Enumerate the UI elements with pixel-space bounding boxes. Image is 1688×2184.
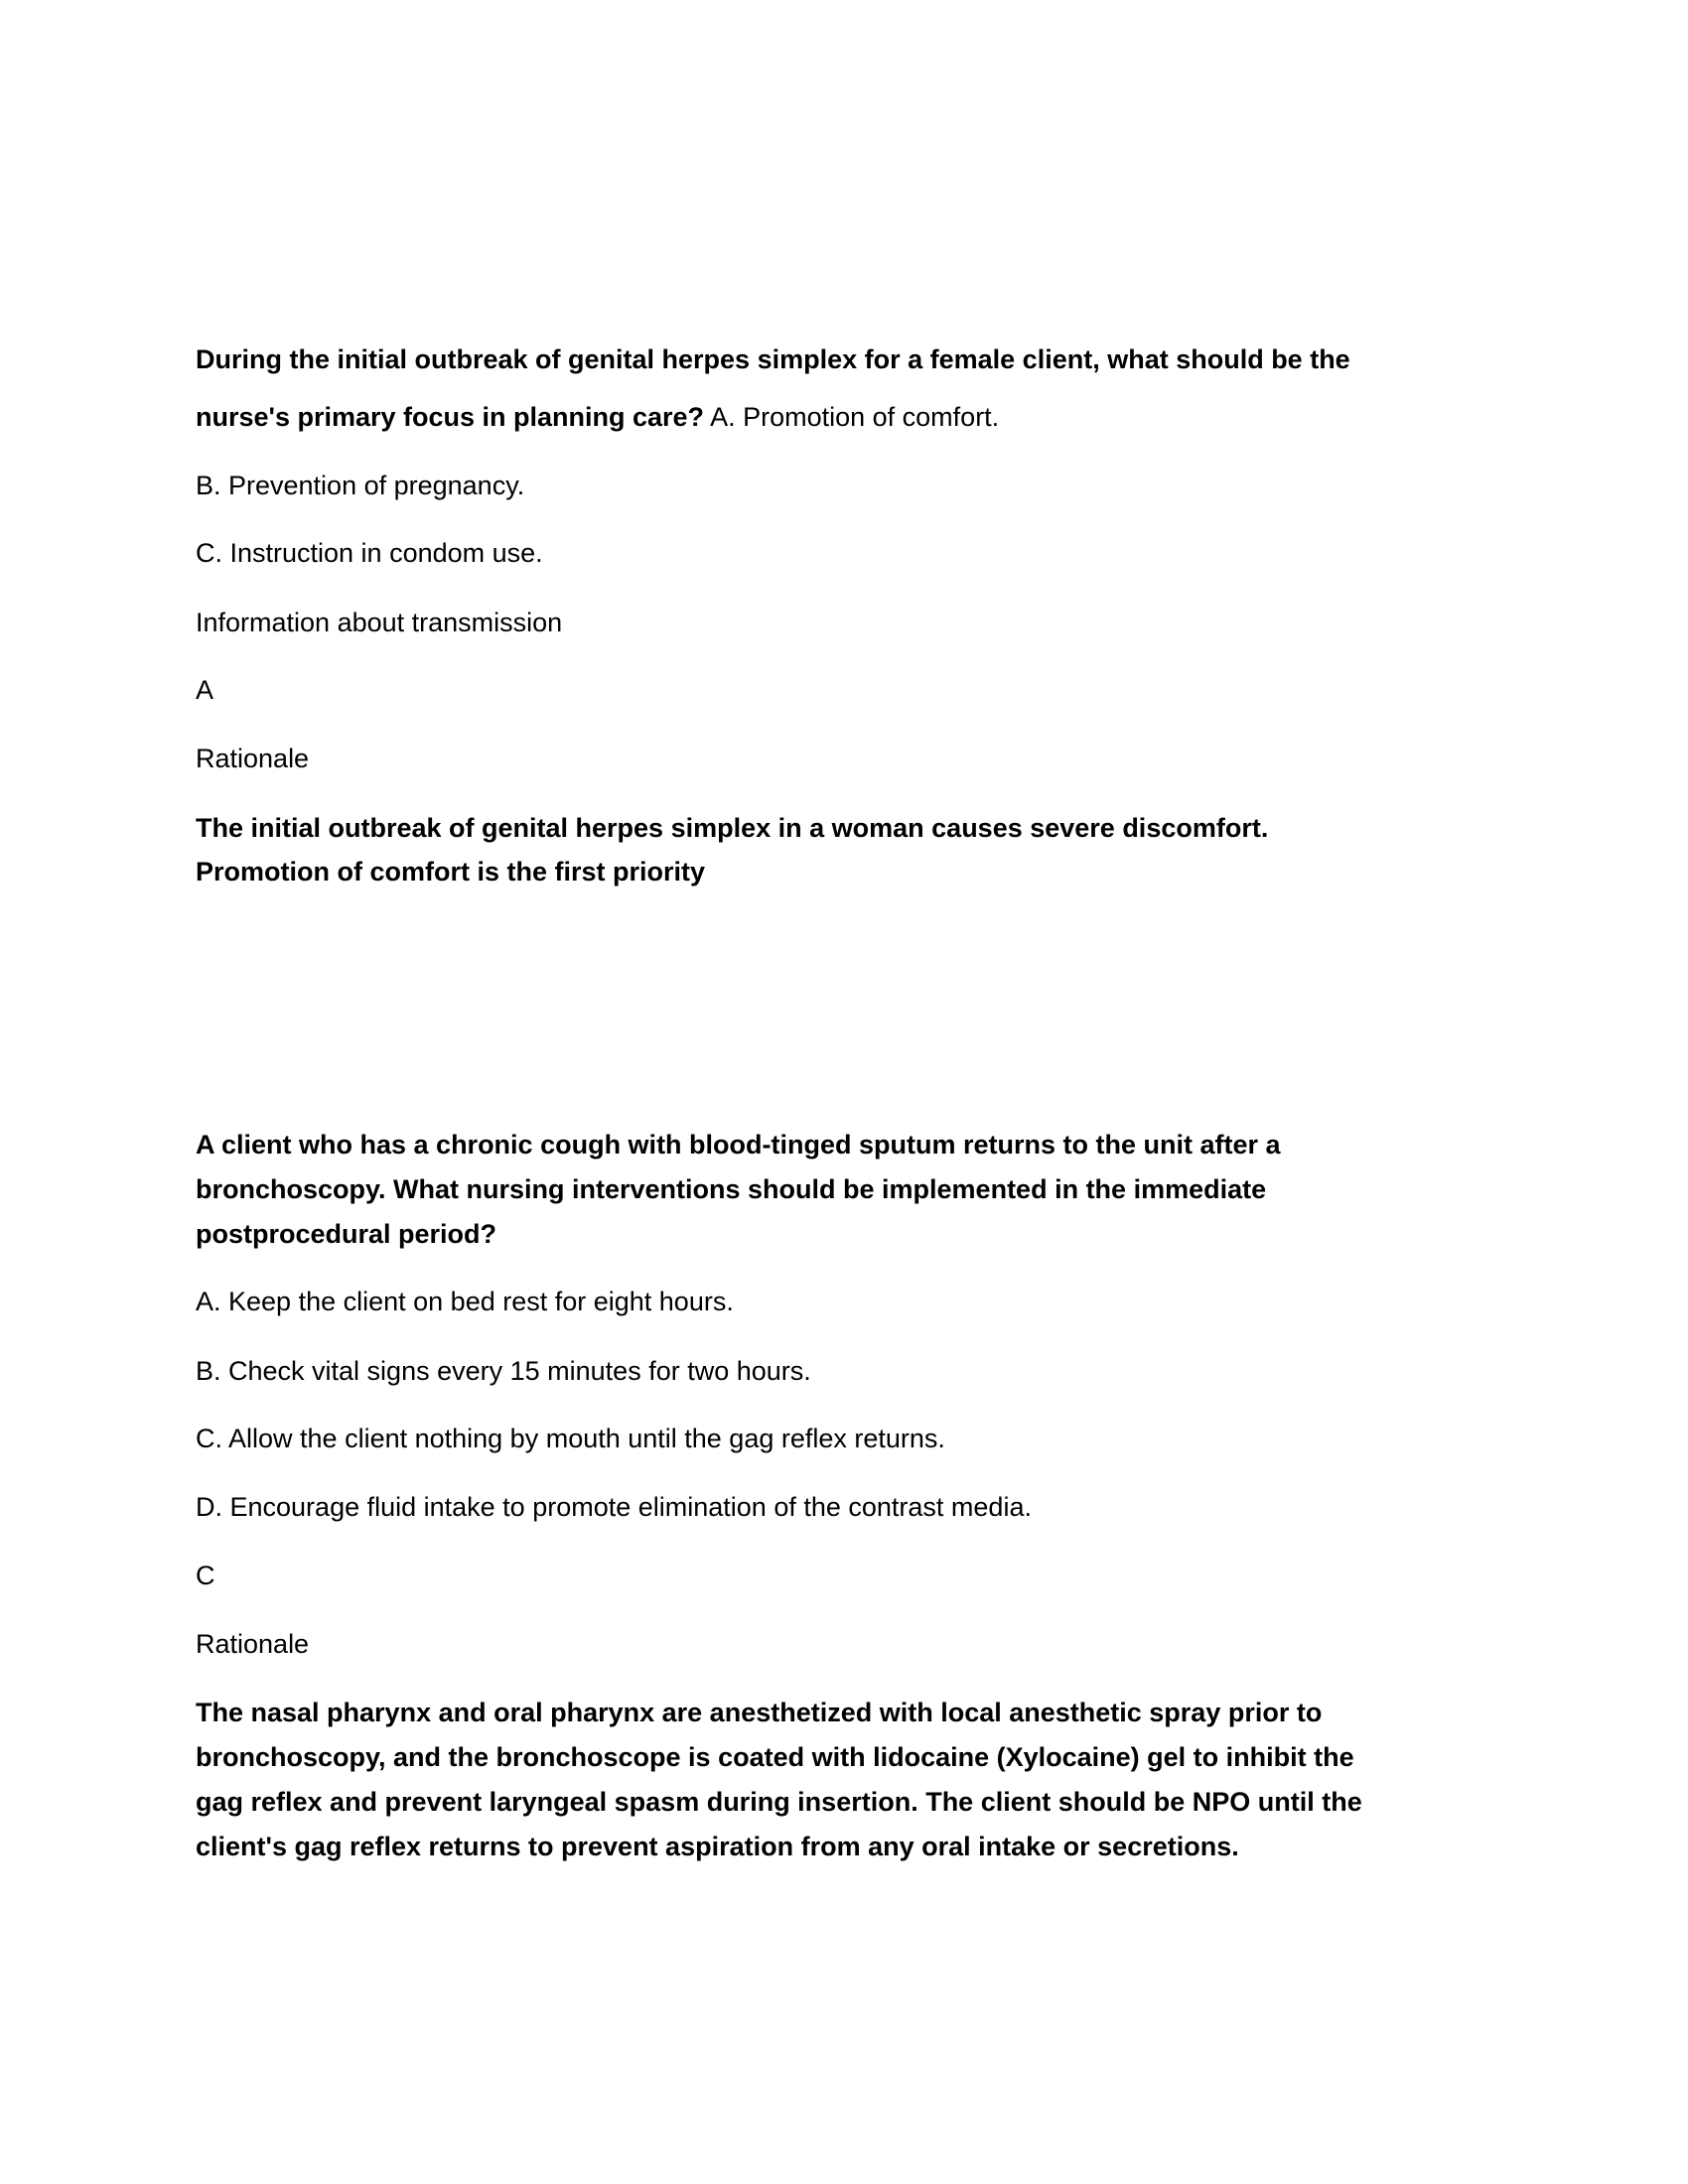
question-2-rationale-line-1: The nasal pharynx and oral pharynx are anesthetized with local anesthetic spray prior to (196, 1698, 1323, 1727)
question-2-rationale-line-2: bronchoscopy, and the bronchoscope is coated with lidocaine (Xylocaine) gel to inhibit the (196, 1742, 1354, 1772)
question-2-rationale-line-4: client's gag reflex returns to prevent aspiration from any oral intake or secretions. (196, 1832, 1239, 1861)
question-2-stem-line-3: postprocedural period? (196, 1219, 497, 1249)
question-1-answer: A (196, 675, 214, 705)
question-1-option-d: Information about transmission (196, 608, 563, 637)
question-1-stem-line-1: During the initial outbreak of genital herpes simplex for a female client, what should be the (196, 344, 1350, 374)
question-1-stem-text: nurse's primary focus in planning care? (196, 402, 705, 432)
question-2-stem-line-1: A client who has a chronic cough with blood-tinged sputum returns to the unit after a (196, 1130, 1281, 1160)
question-1-rationale-label: Rationale (196, 744, 310, 773)
question-2-option-d: D. Encourage fluid intake to promote elimination of the contrast media. (196, 1492, 1032, 1522)
question-2-option-a: A. Keep the client on bed rest for eight hours. (196, 1287, 734, 1316)
question-2-rationale-label: Rationale (196, 1629, 310, 1659)
question-1-rationale-line-2: Promotion of comfort is the first priority (196, 857, 706, 887)
question-1-rationale-line-1: The initial outbreak of genital herpes simplex in a woman causes severe discomfort. (196, 813, 1269, 843)
question-1-option-c: C. Instruction in condom use. (196, 538, 543, 568)
question-2-stem-line-2: bronchoscopy. What nursing interventions should be implemented in the immediate (196, 1174, 1267, 1204)
question-1-option-b: B. Prevention of pregnancy. (196, 471, 525, 500)
question-2-answer: C (196, 1561, 215, 1590)
question-2-rationale-line-3: gag reflex and prevent laryngeal spasm during insertion. The client should be NPO until the (196, 1787, 1362, 1817)
question-2-option-c: C. Allow the client nothing by mouth until the gag reflex returns. (196, 1424, 945, 1453)
question-2-option-b: B. Check vital signs every 15 minutes for two hours. (196, 1356, 811, 1386)
question-1-option-a: A. Promotion of comfort. (710, 402, 1000, 432)
question-1-stem-line-2 (196, 400, 999, 434)
